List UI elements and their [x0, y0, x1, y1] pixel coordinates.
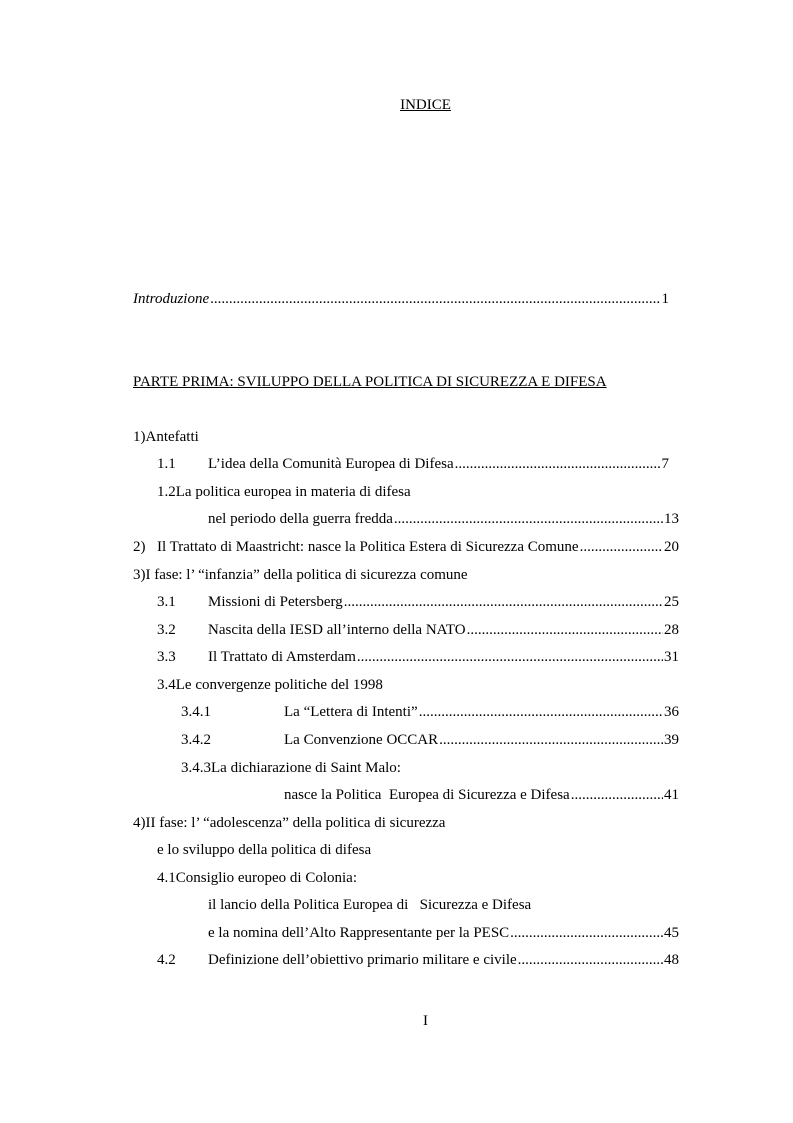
dot-leader [357, 648, 663, 666]
toc-entry-label: Missioni di Petersberg [208, 594, 343, 610]
section-number: 1) [133, 429, 146, 445]
section-label: I fase: l’ “infanzia” della politica di sicurezza comune [145, 567, 468, 583]
entry-number: 3.2 [157, 622, 176, 638]
part-heading: PARTE PRIMA: SVILUPPO DELLA POLITICA DI SICUREZZA E DIFESA [133, 374, 607, 390]
toc-entry-label: Le convergenze politiche del 1998 [175, 677, 383, 693]
toc-entry-page: 45 [664, 925, 679, 941]
toc-entry-label: L’idea della Comunità Europea di Difesa [208, 456, 454, 472]
toc-entry-introduzione[interactable] [133, 290, 669, 308]
section-label: II fase: l’ “adolescenza” della politica di sicurezza [145, 815, 446, 831]
toc-entry-label: La dichiarazione di Saint Malo: [211, 760, 401, 776]
dot-leader [467, 621, 663, 639]
toc-entry-label: Definizione dell’obiettivo primario militare e civile [208, 952, 517, 968]
toc-entry-label: nel periodo della guerra fredda [208, 511, 393, 527]
toc-entry-page: 13 [664, 511, 679, 527]
dot-leader [580, 538, 663, 556]
toc-entry-3-4-3[interactable] [284, 786, 679, 804]
toc-entry-3-1[interactable] [157, 593, 679, 611]
section-number: 2) [133, 539, 146, 555]
dot-leader [210, 290, 660, 308]
toc-entry-1-2[interactable] [208, 510, 679, 528]
toc-entry-page: 48 [664, 952, 679, 968]
toc-entry-4-1-line1[interactable] [157, 869, 357, 887]
toc-section-2[interactable] [133, 538, 679, 556]
entry-number: 3.4.1 [181, 704, 211, 720]
dot-leader [419, 703, 663, 721]
entry-number: 4.2 [157, 952, 176, 968]
toc-entry-1-1[interactable] [157, 455, 669, 473]
toc-entry-page: 20 [664, 539, 679, 555]
toc-entry-label: La “Lettera di Intenti” [284, 704, 418, 720]
toc-section-4-line2[interactable]: e lo sviluppo della politica di difesa [157, 842, 372, 858]
dot-leader [510, 924, 663, 942]
toc-section-1[interactable] [133, 428, 199, 446]
entry-number: 3.3 [157, 649, 176, 665]
toc-entry-3-4[interactable] [157, 676, 383, 694]
entry-number: 4.1 [157, 870, 176, 886]
toc-entry-4-2[interactable] [157, 951, 679, 969]
dot-leader [518, 951, 663, 969]
section-number: 3) [133, 567, 146, 583]
toc-section-4-line1[interactable] [133, 814, 445, 832]
toc-entry-page: 41 [664, 787, 679, 803]
toc-entry-page: 25 [664, 594, 679, 610]
dot-leader [571, 786, 663, 804]
toc-entry-page: 36 [664, 704, 679, 720]
entry-number: 1.1 [157, 456, 176, 472]
toc-entry-label: Nascita della IESD all’interno della NATO [208, 622, 466, 638]
section-label: Antefatti [145, 429, 199, 445]
toc-entry-3-4-2[interactable] [181, 731, 679, 749]
toc-entry-label: e la nomina dell’Alto Rappresentante per la PESC [208, 925, 510, 941]
entry-number: 3.4 [157, 677, 176, 693]
entry-number: 3.4.3 [181, 760, 211, 776]
toc-entry-label: La Convenzione OCCAR [284, 732, 439, 748]
page-number: I [423, 1013, 428, 1029]
toc-entry-3-2[interactable] [157, 621, 679, 639]
toc-entry-1-2-line1[interactable] [157, 483, 411, 501]
toc-entry-label: Consiglio europeo di Colonia: [175, 870, 357, 886]
section-number: 4) [133, 815, 146, 831]
toc-entry-page: 31 [664, 649, 679, 665]
toc-entry-4-1[interactable] [208, 924, 679, 942]
toc-entry-page: 39 [664, 732, 679, 748]
section-label: Il Trattato di Maastricht: nasce la Politica Estera di Sicurezza Comune [157, 539, 579, 555]
toc-entry-3-4-1[interactable] [181, 703, 679, 721]
toc-entry-3-3[interactable] [157, 648, 679, 666]
toc-entry-page: 7 [661, 456, 669, 472]
toc-entry-label: La politica europea in materia di difesa [175, 484, 411, 500]
toc-entry-4-1-line2[interactable]: il lancio della Politica Europea di Sicurezza e Difesa [208, 897, 532, 913]
entry-number: 3.4.2 [181, 732, 211, 748]
dot-leader [344, 593, 663, 611]
toc-entry-page: 1 [661, 291, 669, 307]
entry-number: 1.2 [157, 484, 176, 500]
toc-entry-page: 28 [664, 622, 679, 638]
dot-leader [439, 731, 663, 749]
page-title: INDICE [400, 97, 451, 113]
toc-entry-label: Introduzione [133, 291, 210, 307]
toc-section-3[interactable] [133, 566, 468, 584]
dot-leader [394, 510, 663, 528]
toc-entry-label: nasce la Politica Europea di Sicurezza e Difesa [284, 787, 570, 803]
toc-entry-label: Il Trattato di Amsterdam [208, 649, 356, 665]
entry-number: 3.1 [157, 594, 176, 610]
dot-leader [455, 455, 661, 473]
toc-entry-3-4-3-line1[interactable] [181, 759, 401, 777]
